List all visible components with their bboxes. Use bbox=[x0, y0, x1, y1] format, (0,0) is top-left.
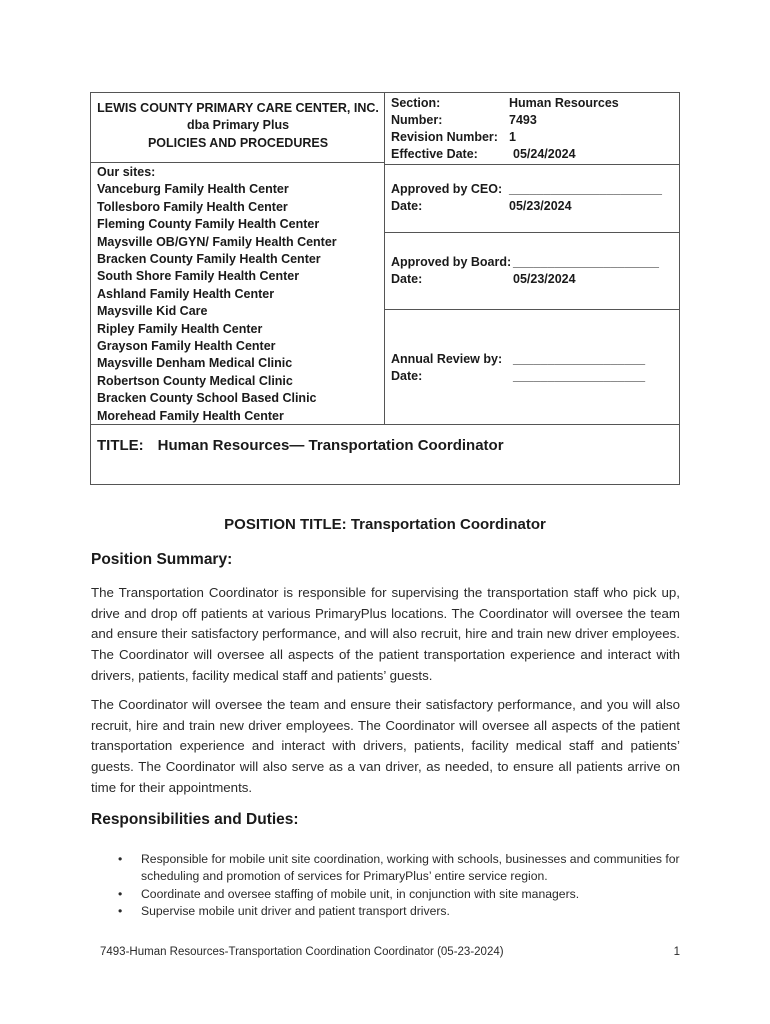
number-label: Number: bbox=[391, 113, 443, 127]
org-line: POLICIES AND PROCEDURES bbox=[147, 135, 329, 150]
org-line: LEWIS COUNTY PRIMARY CARE CENTER, INC. bbox=[97, 101, 379, 115]
review-date-line: ___________________ bbox=[513, 369, 646, 383]
section-value: Human Resources bbox=[509, 96, 619, 110]
revision-label: Revision Number: bbox=[391, 130, 498, 144]
board-divider bbox=[384, 309, 680, 310]
sites-list bbox=[97, 164, 337, 425]
site-item: Bracken County School Based Clinic bbox=[97, 391, 317, 406]
section-divider bbox=[384, 164, 680, 165]
ceo-label: Approved by CEO: bbox=[391, 182, 503, 196]
summary-paragraph-1: The Transportation Coordinator is responsible for supervising the transportation staff who pick up, drive and drop off patients at various PrimaryPlus locations. The Coordinator will oversee the team and ensure their satisfactory performance, and will also recruit, hire and train new driver employees. The Coordinator will oversee all aspects of the patient transportation experience and interact with drivers, patients, facility medical staff and patients’ guests. bbox=[91, 585, 680, 683]
ceo-approval bbox=[391, 181, 662, 215]
ceo-date-label: Date: bbox=[391, 199, 423, 213]
footer-doc-name: 7493-Human Resources-Transportation Coordination Coordinator (05-23-2024) bbox=[100, 946, 504, 958]
board-date-value: 05/23/2024 bbox=[513, 272, 576, 286]
policy-title bbox=[97, 437, 504, 454]
site-item: Maysville Kid Care bbox=[97, 304, 208, 319]
header-column-divider bbox=[384, 92, 385, 424]
duty-item: • Responsible for mobile unit site coordination, working with schools, businesses and communities for scheduling and promotion of services for PrimaryPlus’ entire service region. bbox=[118, 851, 688, 886]
number-value: 7493 bbox=[509, 113, 537, 127]
org-line: dba Primary Plus bbox=[186, 118, 290, 133]
duties-heading: Responsibilities and Duties: bbox=[91, 811, 299, 828]
annual-review bbox=[391, 351, 645, 385]
section-info bbox=[391, 95, 619, 163]
section-label: Section: bbox=[391, 96, 441, 110]
review-date-label: Date: bbox=[391, 369, 423, 383]
site-item: Maysville Denham Medical Clinic bbox=[97, 356, 293, 371]
summary-paragraph-2: The Coordinator will oversee the team and ensure their satisfactory performance, and you will also recruit, hire and train new driver employees. The Coordinator will oversee all aspects of the patient transportation experience and interact with drivers, patients, facility medical staff and patients’ guests. The Coordinator will also serve as a van driver, as needed, to ensure all patients arrive on time for their appointments. bbox=[91, 697, 680, 795]
site-item: Maysville OB/GYN/ Family Health Center bbox=[97, 234, 337, 249]
page-number: 1 bbox=[673, 946, 680, 958]
sites-label: Our sites: bbox=[97, 165, 156, 179]
position-title: POSITION TITLE: Transportation Coordinator bbox=[224, 516, 546, 533]
board-label: Approved by Board: bbox=[391, 255, 512, 269]
site-item: Fleming County Family Health Center bbox=[97, 217, 320, 232]
ceo-divider bbox=[384, 232, 680, 233]
review-label: Annual Review by: bbox=[391, 352, 503, 366]
organization-name bbox=[92, 100, 384, 152]
effective-date-value: 05/24/2024 bbox=[513, 147, 576, 161]
site-item: Ripley Family Health Center bbox=[97, 321, 263, 336]
site-item: Morehead Family Health Center bbox=[97, 408, 284, 423]
duties-list bbox=[118, 851, 688, 921]
duty-item: • Coordinate and oversee staffing of mobile unit, in conjunction with site managers. bbox=[118, 886, 688, 903]
board-signature-line: _____________________ bbox=[513, 255, 659, 269]
revision-value: 1 bbox=[509, 130, 516, 144]
page-footer bbox=[100, 946, 680, 958]
ceo-signature-line: ______________________ bbox=[509, 182, 662, 196]
site-item: Bracken County Family Health Center bbox=[97, 252, 321, 267]
site-item: Tollesboro Family Health Center bbox=[97, 199, 288, 214]
site-item: Grayson Family Health Center bbox=[97, 339, 276, 354]
site-item: Ashland Family Health Center bbox=[97, 286, 275, 301]
board-approval bbox=[391, 254, 659, 288]
site-item: Robertson County Medical Clinic bbox=[97, 373, 293, 388]
summary-heading: Position Summary: bbox=[91, 551, 233, 568]
effective-date-label: Effective Date: bbox=[391, 147, 478, 161]
duty-item: • Supervise mobile unit driver and patient transport drivers. bbox=[118, 903, 688, 920]
site-item: South Shore Family Health Center bbox=[97, 269, 300, 284]
site-item: Vanceburg Family Health Center bbox=[97, 182, 289, 197]
review-signature-line: ___________________ bbox=[513, 352, 646, 366]
title-value: Human Resources— Transportation Coordinator bbox=[157, 437, 504, 454]
org-divider bbox=[90, 162, 384, 163]
ceo-date-value: 05/23/2024 bbox=[509, 199, 572, 213]
title-label: TITLE: bbox=[97, 437, 144, 454]
board-date-label: Date: bbox=[391, 272, 423, 286]
